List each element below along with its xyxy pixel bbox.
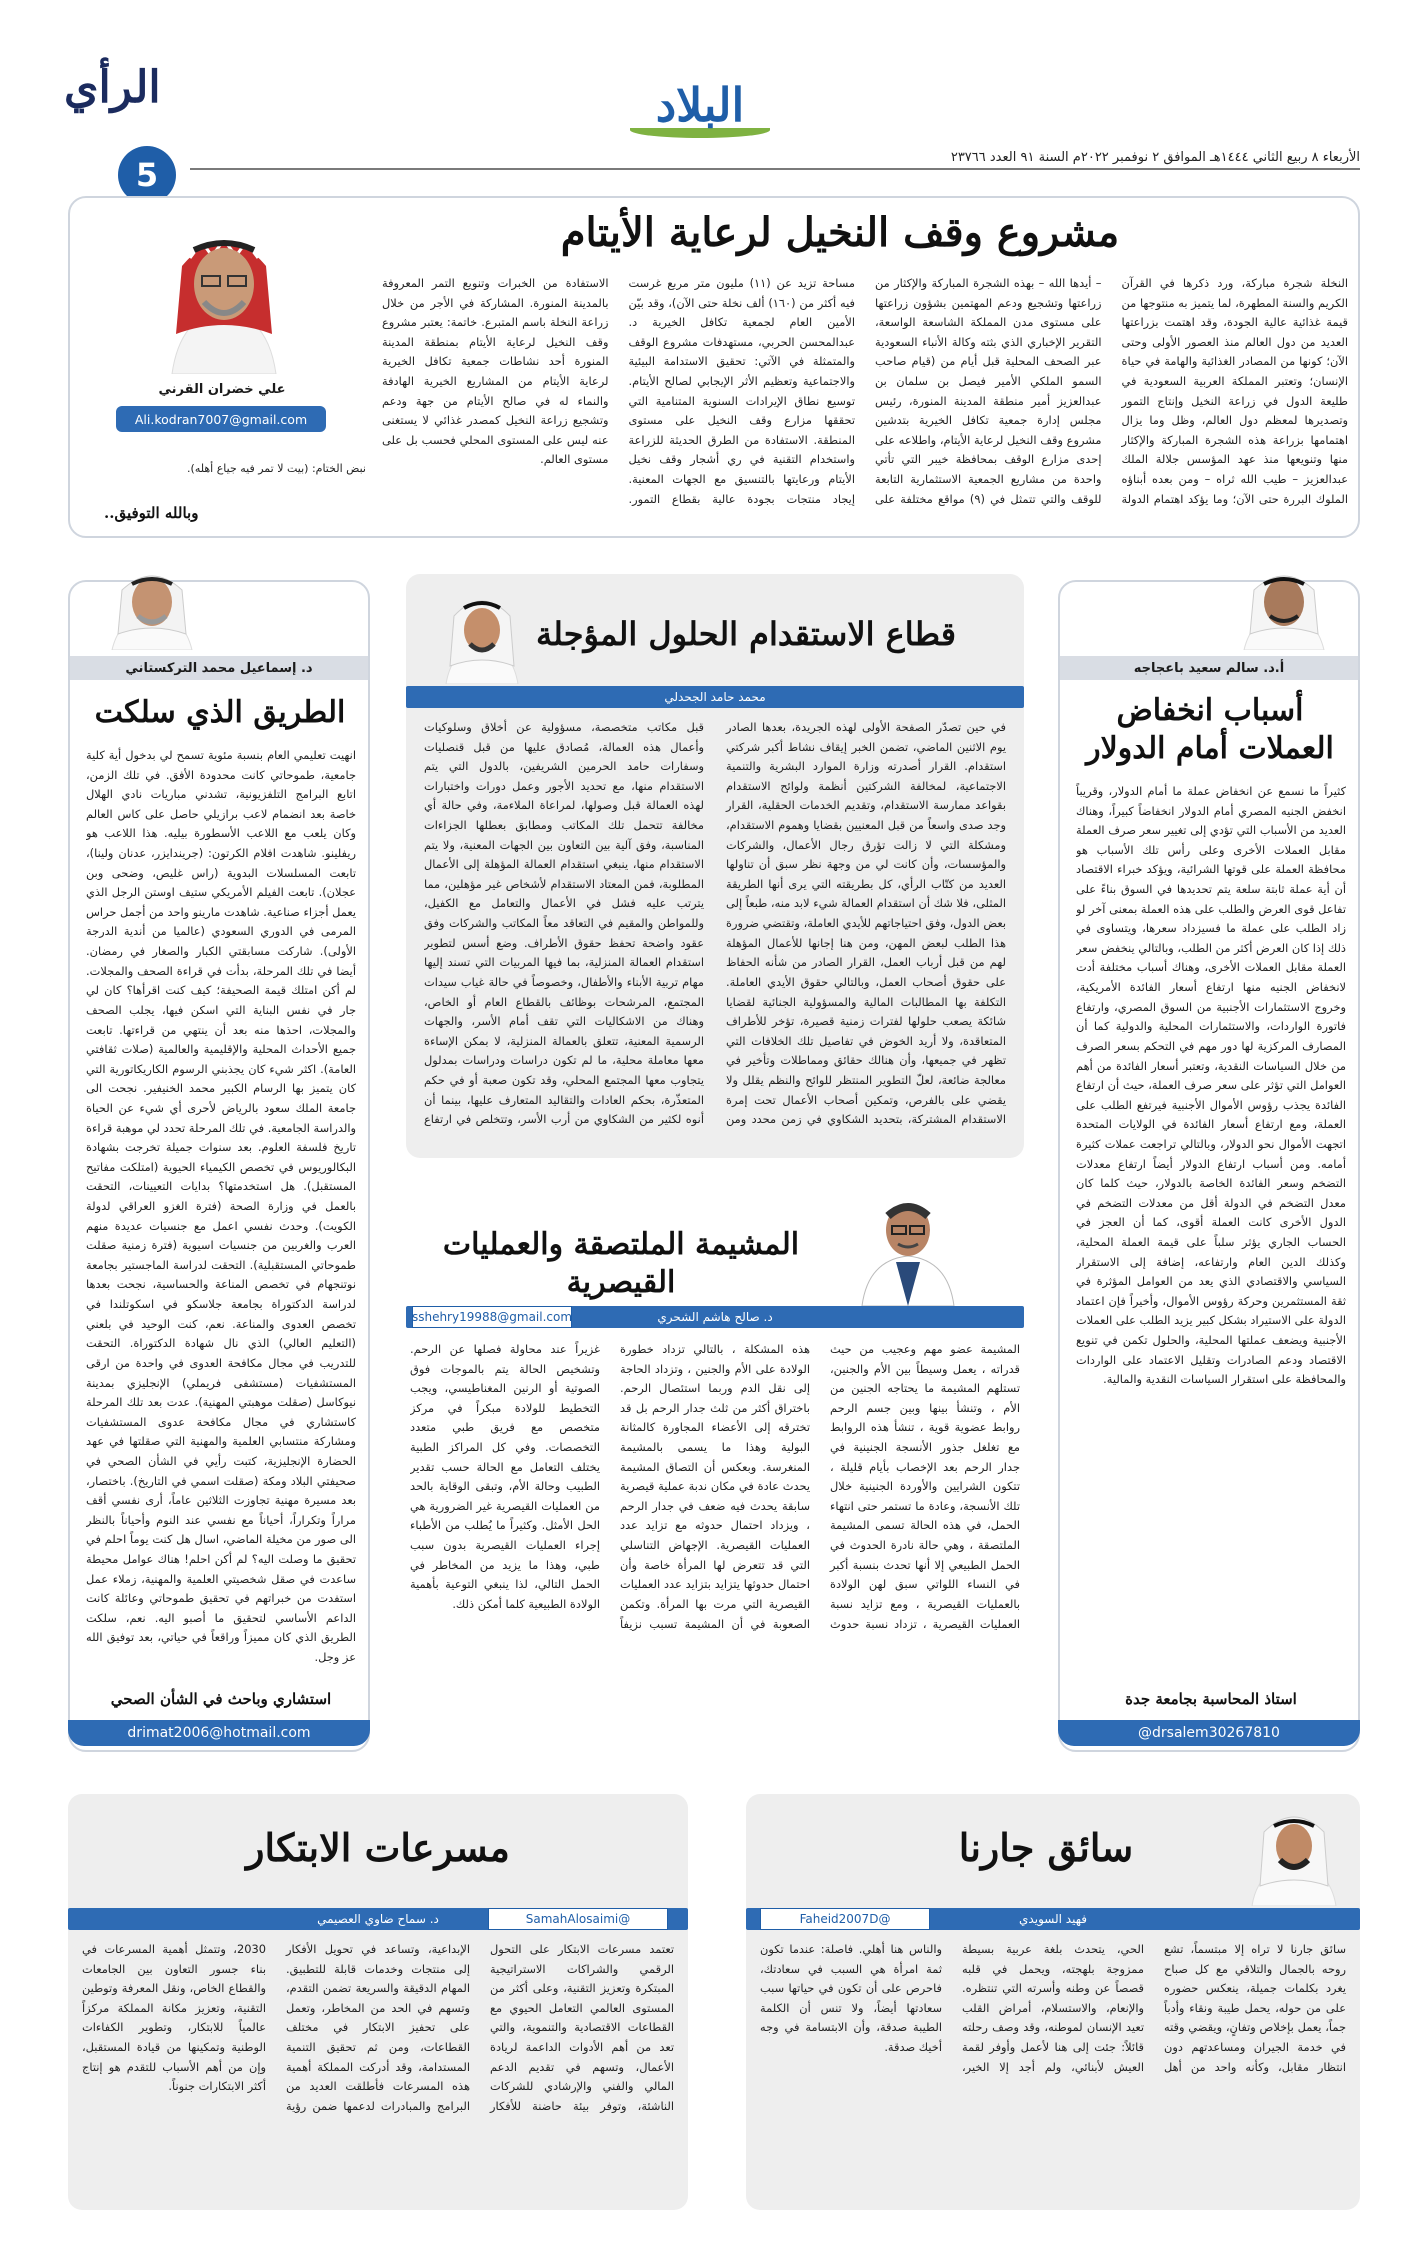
- right-author-strip: أ.د. سالم سعيد باعجاجه: [1060, 656, 1358, 680]
- center-bottom-author-strip: د. صالح هاشم الشحري: [406, 1306, 1024, 1328]
- left-headline: الطريق الذي سلكت: [94, 695, 346, 730]
- left-article-card: [68, 580, 370, 1752]
- bottom-left-headline: مسرعات الابتكار: [246, 1825, 510, 1870]
- main-closing-quote: نبض الختام: (بيت لا تمر فيه جياع أهله).: [187, 462, 366, 475]
- author-photo-right: [1224, 564, 1344, 650]
- main-headline: مشروع وقف النخيل لرعاية الأيتام: [560, 209, 1120, 256]
- bottom-left-article-body: تعتمد مسرعات الابتكار على التحول الرقمي والشراكات الاستراتيجية المبتكرة وتعزيز التقنية، وعلى أكثر من المستوى العالمي التعامل الحيوي مع القطاعات الاقتصادية والتنموية، والتي تعد من أهم الأدوات الداعمة لريادة الأعمال، وتسهم في تقديم الدعم المالي والفني والإرشادي للشركات الناشئة، وتوفر بيئة حاضنة للأفكار الإبداعية، وتساعد في تحويل الأفكار إلى منتجات وخدمات قابلة للتطبيق. المهام الدقيقة والسريعة تضمن التقدم، وتسهم في الحد من المخاطر، وتعمل على تحفيز الابتكار في مختلف القطاعات، ومن ثم تحقيق التنمية المستدامة، وقد أدركت المملكة أهمية هذه المسرعات فأطلقت العديد من البرامج والمبادرات لدعمها ضمن رؤية 2030، وتتمثل أهمية المسرعات في بناء جسور التعاون بين الجامعات والقطاع الخاص، ونقل المعرفة وتوطين التقنية، وتعزيز مكانة المملكة مركزاً عالمياً للابتكار، وتطوير الكفاءات الوطنية وتمكينها من قيادة المستقبل، وإن من أهم الأسباب للتقدم هو إنتاج أكثر الابتكارات جنوناً.: [82, 1942, 674, 2113]
- newspaper-logo: [612, 78, 788, 158]
- main-closing: وبالله التوفيق..: [104, 504, 199, 522]
- left-author-strip: د. إسماعيل محمد التركستاني: [70, 656, 368, 680]
- logo-text: البلاد: [655, 78, 745, 132]
- left-email[interactable]: drimat2006@hotmail.com: [68, 1720, 370, 1746]
- page-header: [0, 0, 1420, 200]
- center-top-headline: قطاع الاستقدام الحلول المؤجلة: [536, 615, 956, 653]
- bottom-left-article-card: [68, 1794, 688, 2210]
- main-article-body: النخلة شجرة مباركة، ورد ذكرها في القرآن الكريم والسنة المطهرة، لما يتميز به منتوجها من قيمة غذائية عالية الجودة، وقد اهتمت بزراعتها العديد من دول العالم منذ العصور الأولى وحتى الآن؛ كونها من المصادر الغذائية والهامة في حياة الإنسان؛ وتعتبر المملكة العربية السعودية في طليعة الدول في زراعة النخيل وإنتاج التمور وتصديرها لمعظم دول العالم، وظل وما يزال اهتمامها بزراعة هذه الشجرة المباركة والإكثار منها وتنويعها منذ عهد المؤسس جلالة الملك عبدالعزيز – طيب الله ثراه – ومن بعده أبناؤه الملوك البررة حتى الآن؛ وما يؤكد اهتمام الدولة – أيدها الله – بهذه الشجرة المباركة والإكثار من زراعتها وتشجيع ودعم المهتمين بشؤون زراعتها على مستوى مدن المملكة الشاسعة الواسعة، التقرير الإخباري الذي بثته وكالة الأنباء السعودية عبر الصحف المحلية قبل أيام من (قيام صاحب السمو الملكي الأمير فيصل بن سلمان بن عبدالعزيز أمير منطقة المدينة المنورة، رئيس مجلس إدارة جمعية تكافل الخيرية بتدشين مشروع وقف النخيل لرعاية الأيتام، واطلاعه على إحدى مزارع الوقف بمحافظة خيبر التي تأتي واحدة من مشاريع الجمعية الاستثمارية التابعة للوقف والتي تتمثل في (٩) مواقع مختلفة على مساحة تزيد عن (١١) مليون متر مربع غرست فيه أكثر من (١٦٠) ألف نخلة حتى الآن)، وقد بيّن الأمين العام لجمعية تكافل الخيرية د. عبدالمحسن الحربي، مستهدفات مشروع الوقف والمتمثلة في الآتي: تحقيق الاستدامة البيئية والاجتماعية وتعظيم الأثر الإيجابي لصالح الأيتام. توسيع نطاق الإيرادات السنوية المتنامية التي تحققها مزارع وقف النخيل على مستوى المنطقة. الاستفادة من الطرق الحديثة للزراعة واستخدام التقنية في ري أشجار وقف نخيل الأيتام ورعايتها بالتنسيق مع الجهات المعنية. إيجاد منتجات بجودة عالية بقطاع التمور. الاستفادة من الخبرات وتنويع التمر المعروفة بالمدينة المنورة. المشاركة في الأجر من خلال زراعة النخلة باسم المتبرع. خاتمة: يعتبر مشروع وقف النخيل لرعاية الأيتام بمنطقة المدينة المنورة أحد نشاطات جمعية تكافل الخيرية لرعاية الأيتام من المشاريع الخيرية الهادفة والنماء له في صالح الأيتام من جهة ودعم وتشجيع زراعة النخيل كمصدر غذائي لا يستغنى عنه ليس على المستوى المحلي فحسب بل على مستوى العالم.: [382, 276, 1348, 506]
- right-article-body: كثيراً ما نسمع عن انخفاض عملة ما أمام الدولار، وقريباً انخفض الجنيه المصري أمام الدولار انخفاضاً كبيراً، وهناك العديد من الأسباب التي تؤدي إلى تغيير سعر صرف العملة مقابل العملات الأخرى وعلى رأس تلك الأسباب هو محافظة العملة على قوتها الشرائية، ويؤكد خبراء الاقتصاد أن أية عملة ثابتة سلعة يتم تحديدها في السوق بناءً على تفاعل قوى العرض والطلب على هذه العملة بمعنى آخر لو زاد الطلب على عملة ما فسيزداد سعرها، ويتساوى في ذلك إذا كان العرض أكثر من الطلب، وبالتالي ينخفض سعر العملة مقابل العملات الأخرى، وهناك أسباب مختلفة أدت لانخفاض الجنيه منها ارتفاع أسعار الفائدة الأمريكية، وخروج الاستثمارات الأجنبية من السوق المصري، وارتفاع فاتورة الواردات، والاستثمارات المحلية والدولية كما أن المصارف المركزية لها دور مهم في التحكم بسعر الصرف من خلال السياسات النقدية، وتعتبر أسعار الفائدة من أهم العوامل التي تؤثر على سعر صرف العملة، حيث أن ارتفاع الفائدة يجذب رؤوس الأموال الأجنبية فيرتفع الطلب على العملة، ومع ارتفاع أسعار الفائدة في الولايات المتحدة اتجهت الأموال نحو الدولار، وبالتالي تراجعت عملات كثيرة أمامه. ومن أسباب ارتفاع الدولار أيضاً ارتفاع معدلات التضخم وسعر الفائدة الخاصة بالدولار، حيث كلما كان معدل التضخم في الدولة أقل من معدلات التضخم في الدول الأخرى كانت العملة أقوى، كما أن العجز في الحساب الجاري يؤثر سلباً على قيمة العملة المحلية، وكذلك الدين العام وارتفاعه، إضافة إلى الاستقرار السياسي والاقتصادي الذي يعد من العوامل المؤثرة في ثقة المستثمرين وحركة رؤوس الأموال، وأخيراً فإن اعتماد الدولة على الاستيراد بشكل كبير يزيد الطلب على العملات الأجنبية ويضعف عملتها المحلية، والحلول تكمن في تنويع الاقتصاد ودعم الصادرات وتقليل الاعتماد على الواردات والمحافظة على استقرار السياسات النقدية والمالية.: [1076, 784, 1346, 1387]
- center-bottom-headline: المشيمة الملتصقة والعمليات القيصرية: [442, 1227, 800, 1300]
- right-email[interactable]: @drsalem30267810: [1058, 1720, 1360, 1746]
- avatar-icon: [1240, 1802, 1348, 1906]
- bottom-left-handle[interactable]: @SamahAlosaimi: [488, 1908, 668, 1930]
- bottom-right-handle[interactable]: @Faheid2007D: [760, 1908, 930, 1930]
- author-photo-center-top: [432, 584, 532, 684]
- author-photo-left: [92, 564, 212, 650]
- bottom-right-article-card: [746, 1794, 1360, 2210]
- bottom-right-article-body: سائق جارنا لا تراه إلا مبتسماً، تشع روحه بالجمال والتلاقي مع كل صباح يغرد بكلمات جميلة، ينعكس حضوره على من حوله، يحمل طيبة ونقاء وأدباً جماً، يعمل بإخلاص وتفانٍ، ويقضي وقته في خدمة الجيران ومساعدتهم دون انتظار مقابل، وكأنه واحد من أهل الحي، يتحدث بلغة عربية بسيطة ممزوجة بلهجته، ويحمل في قلبه قصصاً عن وطنه وأسرته التي تنتظره. والإنعام، والاستسلام، أمراض القلب تعيد الإنسان لموطنه، وقد وصف رحلته قائلاً: جئت إلى هنا لأعمل وأوفر لقمة العيش لأبنائي، ولم أجد إلا الخير، والناس هنا أهلي. فاصلة: عندما تكون ثمة امرأة هي السبب في سعادتك، فاحرص على أن تكون في حياتها سبب سعادتها أيضاً، ولا تنس أن الكلمة الطيبة صدقة، وأن الابتسامة في وجه أخيك صدقة.: [760, 1942, 1346, 2074]
- author-photo-center-bottom: [848, 1186, 968, 1306]
- main-author-email[interactable]: Ali.kodran7007@gmail.com: [116, 406, 326, 432]
- avatar-icon: [848, 1186, 968, 1306]
- author-photo-main: [132, 206, 316, 374]
- avatar-icon: [92, 564, 212, 650]
- bottom-left-author-strip: د. سماح ضاوي العصيمي: [68, 1908, 688, 1930]
- bottom-right-headline: سائق جارنا: [958, 1825, 1134, 1870]
- section-title: الرأي: [64, 62, 161, 113]
- bottom-right-author-strip: فهيد السويدي: [746, 1908, 1360, 1930]
- main-article-card: [68, 196, 1360, 538]
- center-top-article-card: [406, 574, 1024, 1158]
- avatar-icon: [432, 584, 532, 684]
- center-top-article-body: في حين تصدّر الصفحة الأولى لهذه الجريدة، بعدها الصادر يوم الاثنين الماضي، تضمن الخبر إيقاف نشاط أكبر شركتي استقدام. القرار أصدرته وزارة الموارد البشرية والتنمية الاجتماعية، لمخالفة الشركتين أنظمة ولوائح الاستقدام بقواعد ممارسة الاستقدام، وتقديم الخدمات الحقلية، القرار وجد صدى واسعاً من قبل المعنيين بقضايا وهموم الاستقدام، ومشكلة التي لا زالت تؤرق رجال الأعمال، والشركات والمؤسسات، وأن كانت لي من وجهة نظر سبق أن تناولها العديد من كتّاب الرأي، كل بطريقته التي يرى أنها الطريقة المثلى، فلا شك أن استقدام العمالة شيء لابد منه، طبعاً إلى بعض الدول، وفق احتياجاتهم للأيدي العاملة، وتقتضي ضرورة هذا الطلب لبعض المهن، ومن هنا إجانها للأعمال المؤهلة لهم من قبل أرباب العمل، القرار الصادر من شأنه الحفاظ على حقوق أصحاب العمل، وبالتالي حقوق الأيدي العاملة. التكلفة بها المطالبات المالية والمسؤولية الجنائية لقضايا شائكة يصعب حلولها لفترات زمنية قصيرة، تؤخر للأطراف المتعاقدة، ولا أريد الخوض في تفاصيل تلك الخلافات التي تظهر في جميعها، وأن هنالك حقائق ومماطلات وتأخير في معالجة ضائعة، لعلّ التطوير المنتظر للوائح والنظم يقلل ولا يقضي على بالفرص، وتمكين أصحاب الأعمال تحت إمرة الاستقدام المشتركة، بتحديد الشكاوي في زمن محدد ومن قبل مكاتب متخصصة، مسؤولية عن أخلاق وسلوكيات وأعمال هذه العمالة، مُصادق عليها من قبل قنصليات وسفارات حامد الحرمين الشريفين، بالدول التي يتم الاستقدام منها، مع تحديد الأجور وعمل دورات واختبارات لهذه العمالة قبل وصولها، لمراعاة الملاءمة، وفي حالة أي مخالفة تتحمل تلك المكاتب ومطابق بعطلها الجزاءات المناسبة، وفق آلية بين التعاون بين الجهات المعنية، ولا يتم الاستقدام منها، ينبغي استقدام العمالة المؤهلة إلى الأعمال المطلوبة، فمن المعتاد الاستقدام لأشخاص غير مؤهلين، مما يترتب عليه فشل في الأعمال والتعامل مع الكفيل، وللمواطن والمقيم في التعاقد معاً المكاتب والشركات وفق عقود واضحة تحفظ حقوق الأطراف. وضع أسس لتطوير استقدام العمالة المنزلية، بما فيها المربيات التي تسند إليها مهام تربية الأبناء والأطفال، وخصوصاً في حالة غياب سيدات المجتمع، المرشحات بوظائف بالقطاع العام أو الخاص، وهناك من الاشكاليات التي تقف أمام الأسر، والجهات الرسمية المعنية، تتعلق بالعمالة المنزلية، لا بمكن الإساءة معها معاملة محلية، ما لم تكون دراسات ودراسات بمدلول يتجاوب معها المجتمع المحلي، وقد تكون صعبة أو في حكم المتعذّرة، بحكم العادات والتقاليد المتعارف عليها، بينما أن أنوه لكثير من الشكاوي من أرب الأسر، وتتخلص في ارتفاع: [424, 720, 1006, 1127]
- center-bottom-article: [406, 1186, 1024, 1752]
- right-headline: أسباب انخفاض العملات أمام الدولار: [1086, 693, 1334, 766]
- left-article-body: انهيت تعليمي العام بنسبة مئوية تسمح لي بدخول أية كلية جامعية، طموحاتي كانت محدودة الأفق. في تلك الزمن، اتابع البرامج التلفزيونية، تشدني مباريات نادي الهلال خاصة بعد انضمام لاعب برازيلي حاصل على كاس العالم وكان يلعب مع اللاعب الأسطورة بيليه. هذا اللاعب هو ريفلينو. شاهدت افلام الكرتون: (جريندايزر، عدنان ولينا)، تابعت المسلسلات البدوية (راس غليص، وضحى وبن عجلان). تابعت الفيلم الأمريكي ستيف اوستن الرجل الذي يعمل أجزاء صناعية. شاهدت مارينو واحد من أجمل حراس المرمى في الدوري السعودي (عالميا من أندية الدرجة الأولى). شاركت مسابقتي الكبار والصغار في رمضان. أيضا في تلك المرحلة، بدأت في قراءة الصحف والمجلات. لم أكن امتلك قيمة الصحيفة؛ كيف كنت اقرأها؟ كان لي جار في نفس البناية التي اسكن فيها، يجلب الصحف والمجلات، احذها منه بعد أن ينتهي من قراءتها. تابعت جميع الأحداث المحلية والإقليمية والعالمية (صلات ثقافتي العامة). اكثر شيء كان يجذبني الرسوم الكاريكاتورية التي كان يتميز بها الرسام الكبير محمد الخنيفير. نجحت الى جامعة الملك سعود بالرياض لأحرى أي شيء عن الحياة والدراسة الجامعية. في تلك المرحلة تحدد لي موهبة قراءة تاريخ فلسفة العلوم. بعد سنوات جميلة تخرجت بشهادة البكالوريوس في تخصص الكيمياء الحيوية (امتلكت مفاتيح المستقبل). هل استخدمتها؟ بدايات التعيينات، التحقت بالعمل في وزارة الصحة (فترة الغزو العراقي لدولة الكويت). وحدث نفسي اعمل مع جنسيات عديدة منهم العرب والغربين من جنسيات اسيوية (فترة زمنية صقلت طموحاتي المستقبلية). التحقت لدراسة الماجستير بجامعة نوتنجهام في تخصص المناعة والحساسية، نجحت بعدها لدراسة الدكتوراة بجامعة جلاسكو في اسكوتلندا في تخصص العدوى والمناعة. نعم، كنت الوحيد في بلعني (التعليم العالي) الذي نال شهادة الدكتوراة. التحقت للتدريب في مجال مكافحة العدوى في واحدة من ارقى المستشفيات (مستشفى فريملي) الإنجليزي بمدينة نيوكاسل (صقلت موهبتي المهنية). عدت بعد تلك المرحلة كاستشاري في مجال مكافحة عدوى المستشفيات ومشاركة منتسابي العلمية والمهنية التي صقلتها في عهد الحضارة الإنجليزية، كتبت رأيي في الشأن الصحي في صحيفتي البلاد ومكة (صقلت اسمي في التاريخ). باختصار، بعد مسيرة مهنية تجاوزت الثلاثين عاماً، أرى نفسي أقف مراراً وتكراراً، أحياناً مع نفسي عند النوم وأحياناً بالنظر الى صور من مخيلة الماضي، اسال هل كنت يوماً احلم في تحقيق ما وصلت اليه؟ لم أكن احلم! هناك عوامل محيطة ساعدت في صقل شخصيتي العلمية والمهنية، زملاء عمل استفدت من خبراتهم في تحقيق طموحاتي وعائلة كانت الداعم الأساسي لتحقيق ما أصبو اليه. نعم، سلكت الطريق الذي كان مميزاً وراقعاً في حياتي، بعد توفيق الله عز وجل.: [86, 748, 356, 1665]
- right-article-card: [1058, 580, 1360, 1752]
- avatar-icon: [132, 206, 316, 374]
- dateline: الأربعاء ٨ ربيع الثاني ١٤٤٤هـ الموافق ٢ نوفمبر ٢٠٢٢م السنة ٩١ العدد ٢٣٧٦٦: [950, 150, 1360, 165]
- page-number-badge: 5: [118, 146, 176, 204]
- left-signature: استشاري وباحث في الشأن الصحي: [110, 1690, 332, 1708]
- author-photo-bottom-right: [1240, 1802, 1348, 1906]
- header-rule: [190, 168, 1360, 170]
- center-bottom-email[interactable]: sshehry19988@gmail.com: [412, 1306, 572, 1328]
- right-signature: استاذ المحاسبة بجامعة جدة: [1125, 1690, 1297, 1708]
- center-top-author-strip: محمد حامد الجحدلي: [406, 686, 1024, 708]
- avatar-icon: [1224, 564, 1344, 650]
- center-bottom-article-body: المشيمة عضو مهم وعجيب من حيث قدراته ، يعمل وسيطاً بين الأم والجنين، تستلهم المشيمة ما يحتاجه الجنين من الأم ، وتنشأ بينها وبين جسم الرحم روابط عضوية قوية ، تنشأ هذه الروابط مع تغلغل جذور الأنسجة الجنينية في جدار الرحم بعد الإخصاب بأيام قليلة ، تتكون الشرايين والأوردة الجنينية خلال تلك الأنسجة، وعادة ما تستمر حتى انتهاء الحمل، في هذه الحالة تسمى المشيمة الملتصقة ، وهي حالة نادرة الحدوث في الحمل الطبيعي إلا أنها تحدث بنسبة أكبر في النساء اللواتي سبق لهن الولادة بالعمليات القيصرية ، ومع تزايد نسبة العمليات القيصرية ، تزداد نسبة حدوث هذه المشكلة ، بالتالي تزداد خطورة الولادة على الأم والجنين ، وتزداد الحاجة إلى نقل الدم وربما استئصال الرحم. باختراق أكثر من ثلث جدار الرحم بل قد تخترقه إلى الأعضاء المجاورة كالمثانة البولية وهذا ما يسمى بالمشيمة المنغرسة. وبعكس أن التصاق المشيمة يحدث عادة في مكان ندبة عملية قيصرية سابقة يحدث فيه ضعف في جدار الرحم ، ويزداد احتمال حدوثه مع تزايد عدد العمليات القيصرية. الإجهاض التناسلي التي قد تتعرض لها المرأة خاصة وأن احتمال حدوثها يتزايد بتزايد عدد العمليات القيصرية التي مرت بها المرأة. وتكمن الصعوبة في أن المشيمة تسبب نزيفاً غزيراً عند محاولة فصلها عن الرحم. وتشخيص الحالة يتم بالموجات فوق الصوتية أو الرنين المغناطيسي، ويجب التخطيط للولادة مبكراً في مركز متخصص مع فريق طبي متعدد التخصصات. وفي كل المراكز الطبية يختلف التعامل مع الحالة حسب تقدير الطبيب وحالة الأم، وتبقى الوقاية بالحد من العمليات القيصرية غير الضرورية هي الحل الأمثل. وكثيراً ما يُطلب من الأطباء إجراء العمليات القيصرية بدون سبب طبي، وهذا ما يزيد من المخاطر في الحمل التالي، لذا ينبغي التوعية بأهمية الولادة الطبيعية كلما أمكن ذلك.: [410, 1342, 1020, 1631]
- main-author-name: علي خضران القرني: [158, 381, 286, 397]
